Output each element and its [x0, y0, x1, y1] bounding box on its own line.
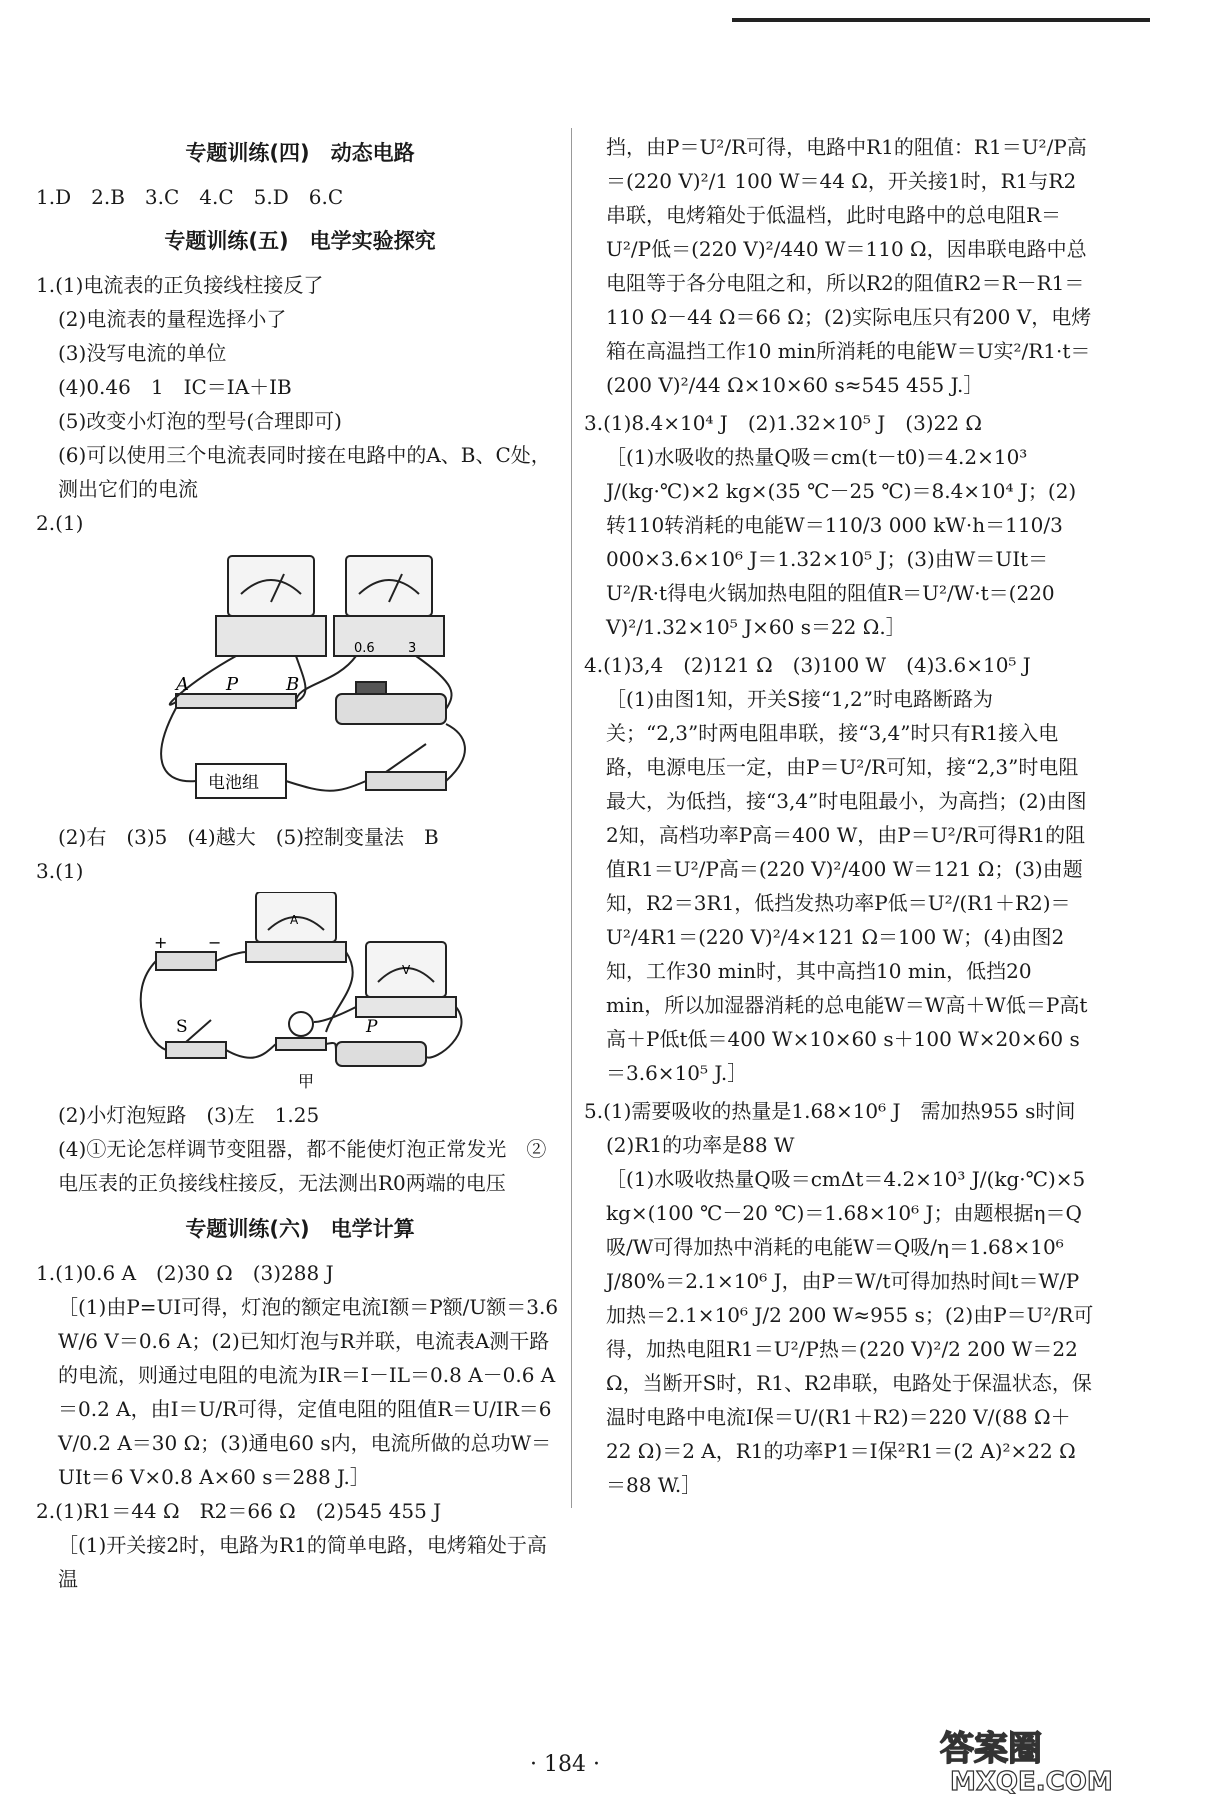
section-title-4: 专题训练(四) 动态电路 — [185, 141, 415, 165]
s6-q3-head: 3.(1)8.4×10⁴ J (2)1.32×10⁵ J (3)22 Ω — [584, 411, 982, 435]
s6-q4-head: 4.(1)3,4 (2)121 Ω (3)100 W (4)3.6×10⁵ J — [584, 653, 1031, 677]
s6-q5-body: ［(1)水吸收热量Q吸＝cmΔt＝4.2×10³ J/(kg·℃)×5 kg×(100 ℃－20 ℃)＝1.68×10⁶ J；由题根据η＝Q吸/W可得加热中消耗的电能W＝Q吸/η＝1.68×10⁶ J/80%＝2.1×10⁶ J，由P＝W/t可得加热时间t＝W/P加热＝2.1×10⁶ J/2 200 W≈955 s；(2)由P＝U²/R可得，加热电阻R1＝U²/P热＝(220 V)²/2 200 W＝22 Ω，当断开S时，R1、R2串联，电路处于保温状态，保温时电路中电流I保＝U/(R1＋R2)＝220 V/(88 Ω＋22 Ω)＝2 A，R1的功率P1＝I保²R1＝(2 A)²×22 Ω＝88 W.］ — [606, 1167, 1094, 1497]
section-4-answers: 1.D 2.B 3.C 4.C 5.D 6.C — [36, 185, 344, 209]
fig2-label-battery: 电池组 — [208, 773, 259, 793]
s5-q1-line-4: (4)0.46 1 IC＝IA＋IB — [58, 375, 292, 399]
svg-text:−: − — [208, 933, 222, 952]
top-rule — [732, 18, 1150, 22]
s5-q2-head: 2.(1) — [36, 511, 84, 535]
circuit-diagram-3 — [36, 892, 564, 1092]
s5-q1-line-5: (5)改变小灯泡的型号(合理即可) — [58, 409, 342, 433]
fig2-label-p: P — [226, 674, 239, 695]
s6-q1-head: 1.(1)0.6 A (2)30 Ω (3)288 J — [36, 1261, 334, 1285]
circuit-figure-2 — [36, 544, 564, 814]
s6-q5-head-2: (2)R1的功率是88 W — [606, 1133, 795, 1157]
fig3-label-p: P — [366, 1017, 378, 1037]
s6-q5-head: 5.(1)需要吸收的热量是1.68×10⁶ J 需加热955 s时间 — [584, 1099, 1076, 1123]
fig2-label-range-06: 0.6 — [354, 641, 375, 656]
column-divider — [571, 128, 572, 1508]
s5-q3-line-2: (4)①无论怎样调节变阻器，都不能使灯泡正常发光 ②电压表的正负接线柱接反，无法测出R0两端的电压 — [58, 1137, 547, 1195]
s6-q2-head: 2.(1)R1＝44 Ω R2＝66 Ω (2)545 455 J — [36, 1499, 442, 1523]
s5-q1-line-6: (6)可以使用三个电流表同时接在电路中的A、B、C处，测出它们的电流 — [58, 443, 551, 501]
svg-text:+: + — [154, 933, 168, 952]
s5-q2-tail: (2)右 (3)5 (4)越大 (5)控制变量法 B — [58, 825, 439, 849]
s6-q3-body: ［(1)水吸收的热量Q吸＝cm(t－t0)＝4.2×10³ J/(kg·℃)×2 kg×(35 ℃－25 ℃)＝8.4×10⁴ J；(2)转110转消耗的电能W＝110/3 000 kW·h＝110/3 000×3.6×10⁶ J＝1.32×10⁵ J；(3)由W＝UIt＝U²/R·t得电火锅加热电阻的阻值R＝U²/W·t＝(220 V)²/1.32×10⁵ J×60 s＝22 Ω.］ — [606, 445, 1077, 639]
fig2-label-a: A — [176, 674, 189, 695]
right-column — [584, 130, 1094, 1502]
s6-q2-body-left: ［(1)开关接2时，电路为R1的简单电路，电烤箱处于高温 — [58, 1533, 547, 1591]
s6-q4-body: ［(1)由图1知，开关S接“1,2”时电路断路为关；“2,3”时两电阻串联，接“3,4”时只有R1接入电路，电源电压一定，由P＝U²/R可知，接“2,3”时电阻最大，为低挡，接“3,4”时电阻最小，为高挡；(2)由图2知，高档功率P高＝400 W，由P＝U²/R可得R1的阻值R1＝U²/P高＝(220 V)²/400 W＝121 Ω；(3)由题知，R2＝3R1，低挡发热功率P低＝U²/(R1＋R2)＝U²/4R1＝(220 V)²/4×121 Ω＝100 W；(4)由图2知，工作30 min时，其中高挡10 min，低挡20 min，所以加湿器消耗的总电能W＝W高＋W低＝P高t高＋P低t低＝400 W×10×60 s＋100 W×20×60 s＝3.6×10⁵ J.］ — [606, 687, 1088, 1085]
s6-q2-body-right: 挡，由P＝U²/R可得，电路中R1的阻值：R1＝U²/P高＝(220 V)²/1 100 W＝44 Ω，开关接1时，R1与R2串联，电烤箱处于低温档，此时电路中的总电阻R＝U²/P低＝(220 V)²/440 W＝110 Ω，因串联电路中总电阻等于各分电阻之和，所以R2的阻值R2＝R－R1＝110 Ω－44 Ω＝66 Ω；(2)实际电压只有200 V，电烤箱在高温挡工作10 min所消耗的电能W＝U实²/R1·t＝(200 V)²/44 Ω×10×60 s≈545 455 J.］ — [606, 135, 1092, 397]
watermark-logo — [930, 1722, 1170, 1794]
fig2-label-b: B — [286, 674, 300, 695]
fig3-label-v: V — [402, 963, 411, 977]
s5-q3-head: 3.(1) — [36, 859, 84, 883]
fig2-label-range-3: 3 — [408, 641, 417, 656]
fig3-label-s: S — [176, 1017, 188, 1037]
s5-q1-line-1: 1.(1)电流表的正负接线柱接反了 — [36, 273, 324, 297]
watermark-bottom-text: MXQE.COM — [950, 1767, 1113, 1794]
section-title-5: 专题训练(五) 电学实验探究 — [164, 229, 436, 253]
watermark-top-text: 答案圈 — [940, 1729, 1042, 1769]
circuit-figure-3 — [36, 892, 564, 1092]
page-number: · 184 · — [530, 1752, 600, 1777]
fig3-label-a: A — [290, 913, 299, 927]
s5-q1-line-3: (3)没写电流的单位 — [58, 341, 227, 365]
circuit-diagram-2 — [36, 544, 564, 814]
s6-q1-body: ［(1)由P=UI可得，灯泡的额定电流I额＝P额/U额＝3.6 W/6 V＝0.6 A；(2)已知灯泡与R并联，电流表A测干路的电流，则通过电阻的电流为IR＝I－IL＝0.8 A－0.6 A＝0.2 A，由I＝U/R可得，定值电阻的阻值R＝U/IR＝6 V/0.2 A＝30 Ω；(3)通电60 s内，电流所做的总功W＝UIt＝6 V×0.8 A×60 s＝288 J.］ — [58, 1295, 559, 1489]
fig3-caption: 甲 — [298, 1072, 315, 1091]
s5-q1-line-2: (2)电流表的量程选择小了 — [58, 307, 287, 331]
section-title-6: 专题训练(六) 电学计算 — [185, 1217, 415, 1241]
left-column — [36, 130, 564, 1596]
s5-q3-line-1: (2)小灯泡短路 (3)左 1.25 — [58, 1103, 320, 1127]
